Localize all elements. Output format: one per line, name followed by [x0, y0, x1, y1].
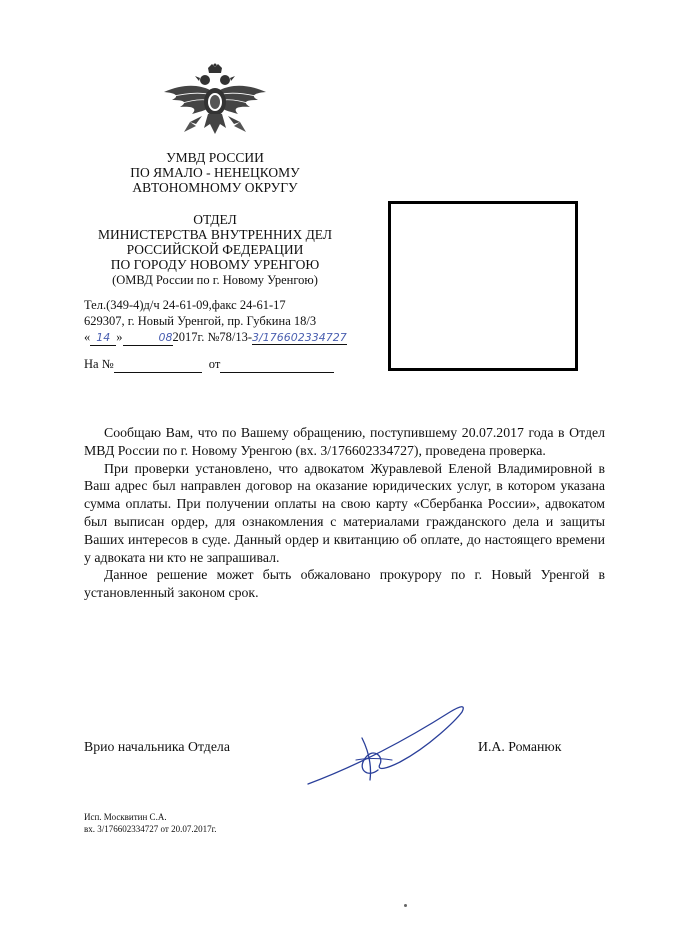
ref-from-blank: [220, 357, 334, 373]
double-headed-eagle-emblem-icon: [160, 62, 270, 144]
dept-line-4: ПО ГОРОДУ НОВОМУ УРЕНГОЮ: [110, 257, 320, 272]
body-paragraph-1: Сообщаю Вам, что по Вашему обращению, поступившему 20.07.2017 года в Отдел МВД России по г. Новому Уренгою (вх. 3/176602334727), проведена проверка.: [84, 425, 605, 458]
signatory-title: Врио начальника Отдела: [84, 739, 230, 754]
reg-number-handwritten: 3/176602334727: [252, 331, 347, 344]
dept-short-name: (ОМВД России по г. Новому Уренгою): [112, 273, 318, 287]
date-number-line: [84, 330, 347, 346]
letter-body: [84, 424, 605, 602]
scan-speck: [404, 904, 407, 907]
body-paragraph-3: Данное решение может быть обжаловано прокурору по г. Новый Уренгой в установленный законом срок.: [84, 567, 605, 601]
address-line: 629307, г. Новый Уренгой, пр. Губкина 18/3: [84, 314, 317, 328]
handwritten-signature-icon: [300, 698, 470, 793]
signatory-name: И.А. Романюк: [478, 739, 562, 754]
org-line-1: УМВД РОССИИ: [166, 150, 264, 165]
date-month-field: [123, 330, 173, 346]
dept-line-2: МИНИСТЕРСТВА ВНУТРЕННИХ ДЕЛ: [97, 227, 333, 242]
date-close-quote: »: [116, 330, 123, 344]
dept-line-3: РОССИЙСКОЙ ФЕДЕРАЦИИ: [126, 242, 304, 257]
org-line-2: ПО ЯМАЛО - НЕНЕЦКОМУ: [130, 165, 300, 180]
date-year-number: 2017г. №78/13-: [172, 330, 253, 344]
org-line-3: АВТОНОМНОМУ ОКРУГУ: [132, 180, 298, 195]
incoming-ref-line: вх. 3/176602334727 от 20.07.2017г.: [84, 824, 217, 834]
dept-line-1: ОТДЕЛ: [193, 212, 237, 227]
date-day-handwritten: 14: [96, 331, 111, 344]
body-paragraph-2: При проверки установлено, что адвокатом Журавлевой Еленой Владимировной в Ваш адрес был направлен договор на оказание юридических услуг, в котором указана сумма оплаты. При получении оплаты на свою карту «Сбербанка России», адвокатом был выписан ордер, для ознакомления с материалами гражданского дела и защиты Ваших интересов в суде. Данный ордер и квитанцию об оплате, до настоящего времени у адвоката ни кто не запрашивал.: [84, 460, 605, 565]
reference-line: [84, 357, 334, 373]
ref-from-label: от: [208, 357, 221, 371]
executor-line: Исп. Москвитин С.А.: [84, 812, 167, 822]
redacted-recipient-box: [388, 201, 578, 371]
date-open-quote: «: [84, 330, 91, 344]
date-month-handwritten: 08: [158, 331, 173, 344]
ref-number-blank: [114, 357, 202, 373]
ref-number-label: На №: [84, 357, 114, 371]
phone-line: Тел.(349-4)д/ч 24-61-09,факс 24-61-17: [84, 298, 286, 312]
date-day-field: [90, 330, 116, 346]
